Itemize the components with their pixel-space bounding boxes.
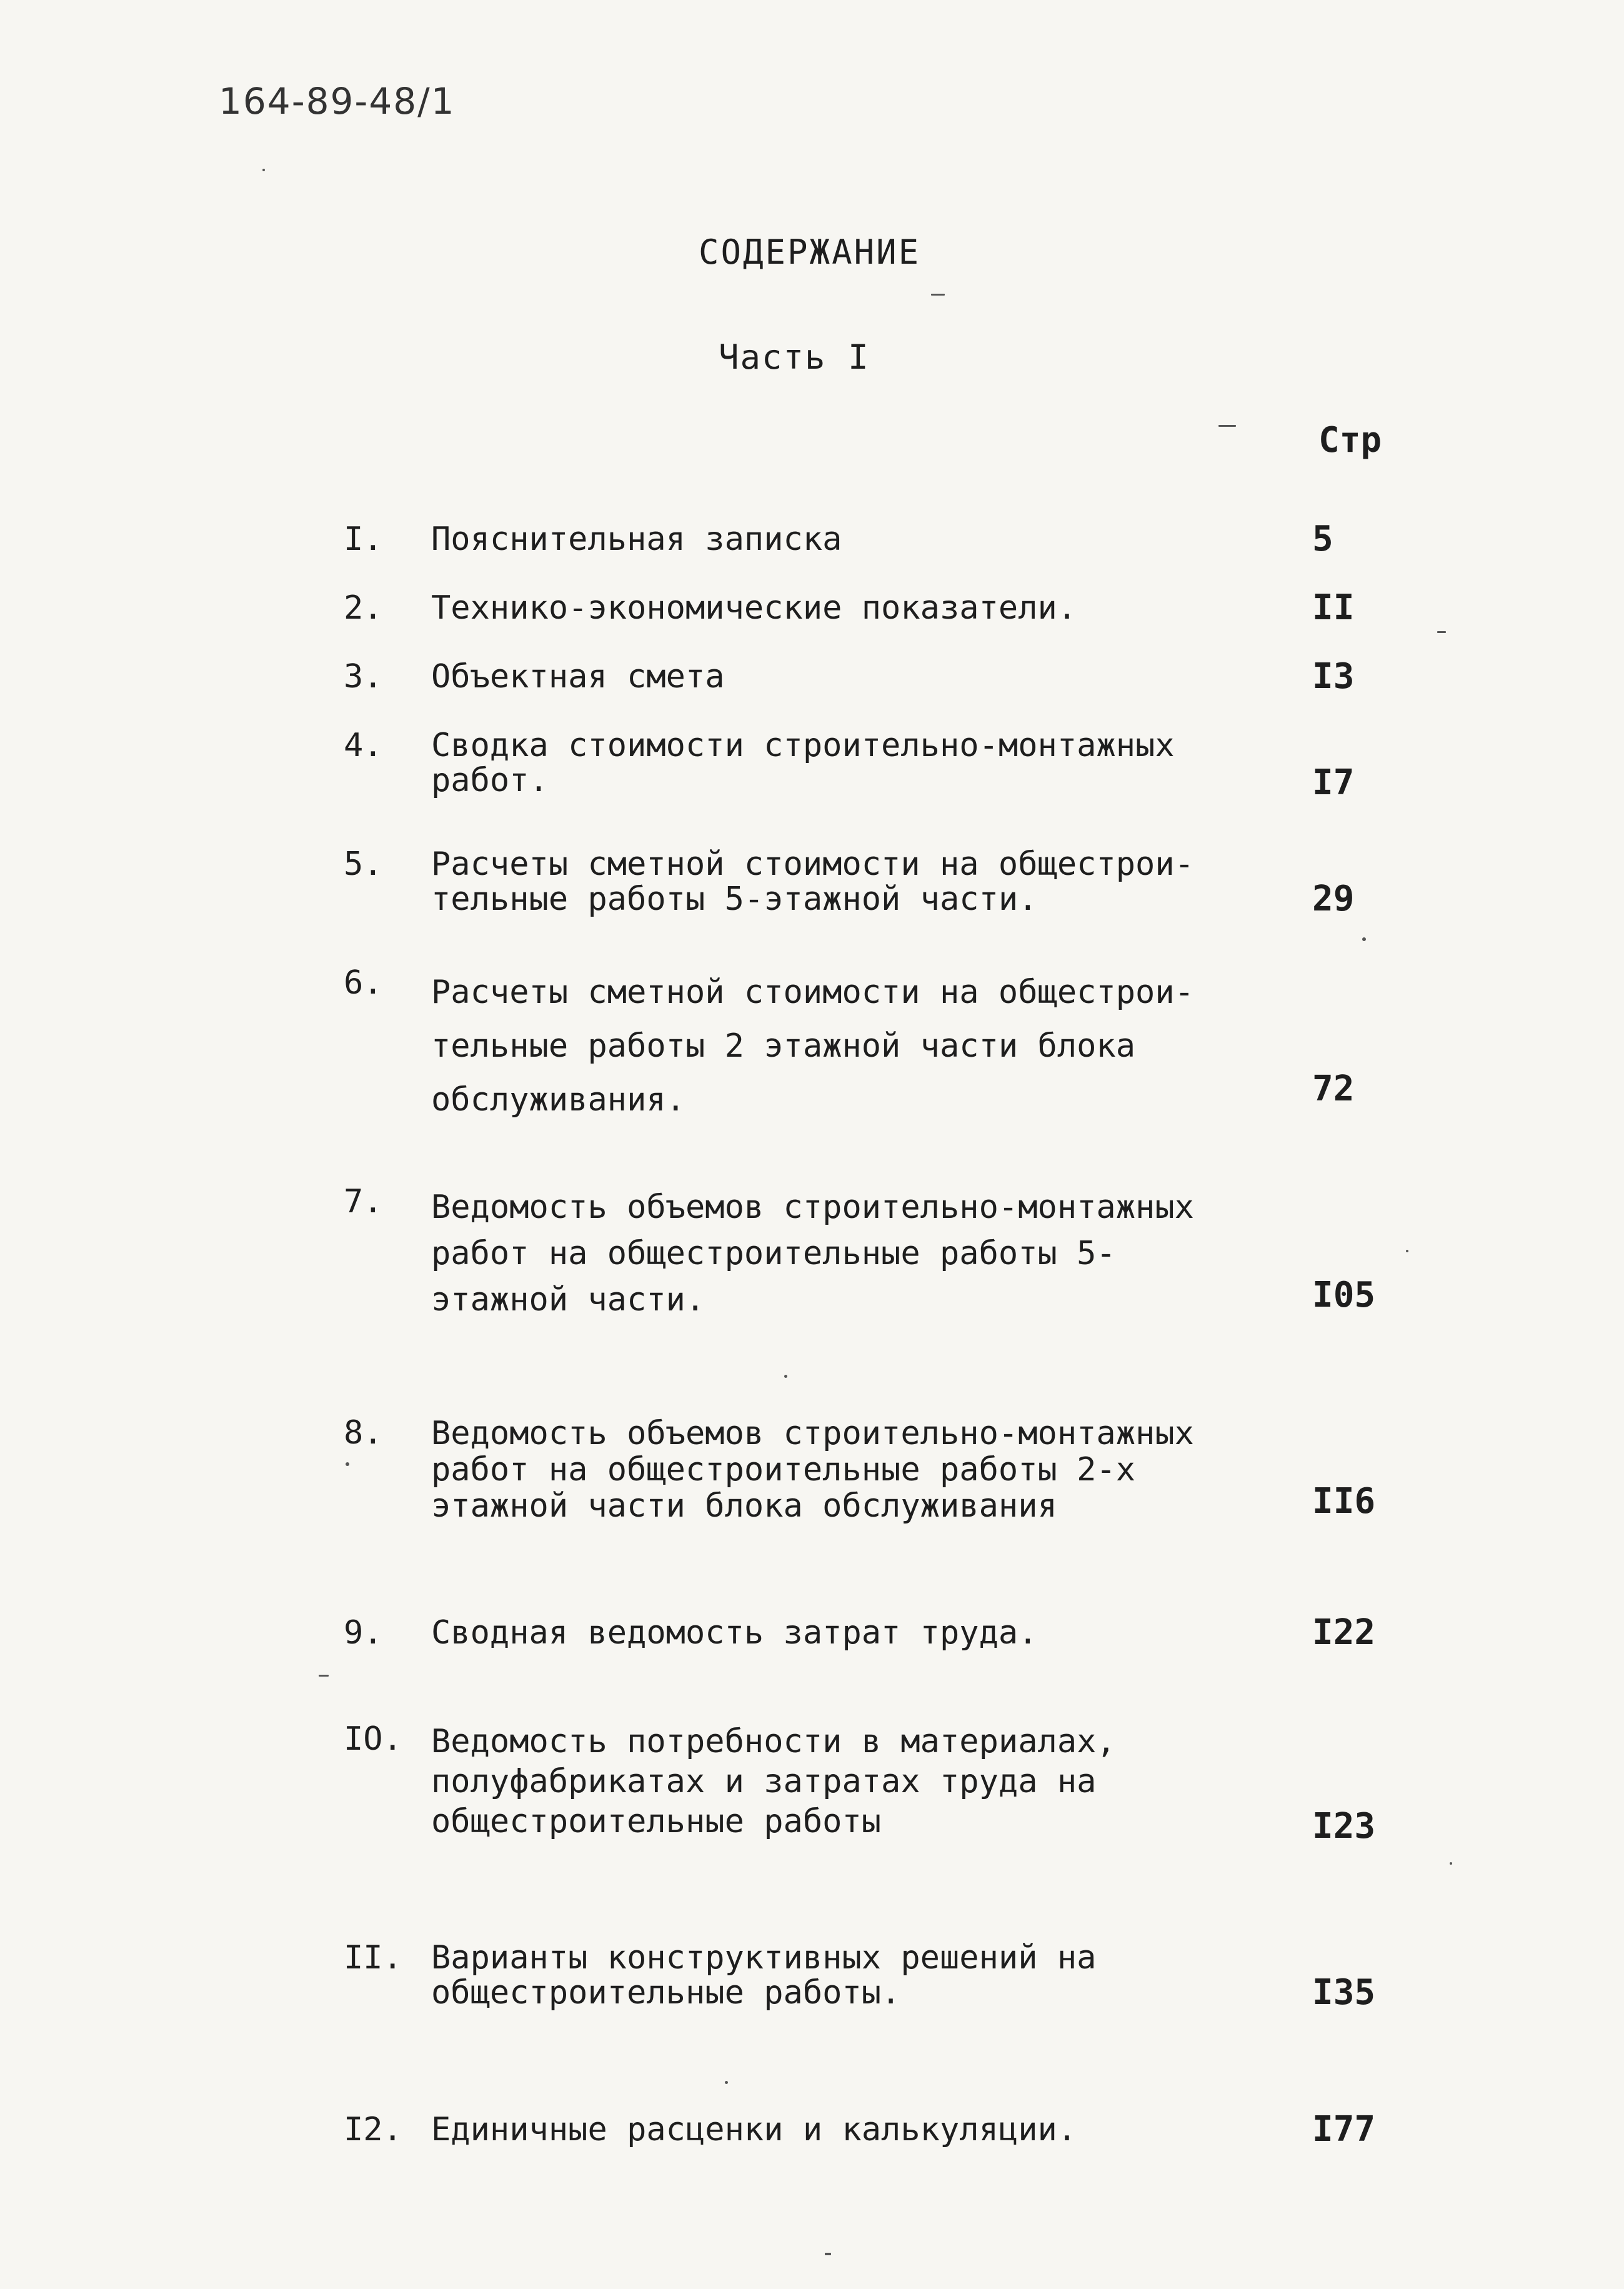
- toc-entry-title: Варианты конструктивных решений на общестроительные работы.: [431, 1939, 1097, 2012]
- scan-speck: [784, 1375, 787, 1378]
- scan-speck: [825, 2253, 831, 2255]
- toc-entry-page: I22: [1312, 1612, 1376, 1653]
- toc-entry-title: Сводка стоимости строительно-монтажных работ.: [431, 727, 1175, 799]
- page-column-header: Стр: [1318, 420, 1382, 461]
- toc-entry-title: Сводная ведомость затрат труда.: [431, 1614, 1038, 1652]
- toc-entry-page: I35: [1312, 1972, 1376, 2013]
- toc-entry-number: IO.: [344, 1720, 402, 1758]
- toc-entry-page: 5: [1312, 519, 1333, 559]
- toc-entry-number: 6.: [344, 964, 383, 1002]
- scan-speck: [1437, 631, 1446, 633]
- scan-speck: [1362, 937, 1366, 941]
- scan-speck: [1406, 1250, 1408, 1252]
- toc-entry-number: 9.: [344, 1614, 383, 1652]
- toc-entry-title: Единичные расценки и калькуляции.: [431, 2111, 1077, 2148]
- toc-entry-number: 5.: [344, 845, 383, 883]
- document-code: 164-89-48/1: [219, 80, 456, 122]
- toc-entry-title: Объектная смета: [431, 658, 725, 696]
- toc-entry-number: 2.: [344, 589, 383, 627]
- toc-entry-page: I05: [1312, 1275, 1376, 1315]
- toc-entry-number: II.: [344, 1939, 402, 1977]
- toc-entry-number: 3.: [344, 658, 383, 696]
- toc-entry-number: I2.: [344, 2111, 402, 2148]
- toc-entry-page: I23: [1312, 1806, 1376, 1847]
- toc-entry-number: I.: [344, 521, 383, 558]
- toc-entry-title: Расчеты сметной стоимости на общестрои- тельные работы 2 этажной части блока обслуживания.: [431, 974, 1194, 1119]
- toc-entry-title: Ведомость объемов строительно-монтажных работ на общестроительные работы 2-х этажной части блока обслуживания: [431, 1415, 1194, 1525]
- toc-entry-title: Расчеты сметной стоимости на общестрои- тельные работы 5-этажной части.: [431, 845, 1194, 918]
- scan-speck: [1450, 1862, 1452, 1865]
- part-heading: Часть I: [719, 337, 870, 377]
- toc-entry-page: I3: [1312, 656, 1355, 697]
- toc-entry-page: II: [1312, 587, 1355, 628]
- scan-speck: [725, 2081, 728, 2084]
- toc-entry-title: Технико-экономические показатели.: [431, 589, 1077, 627]
- toc-entry-title: Ведомость потребности в материалах, полуфабрикатах и затратах труда на общестроительные работы: [431, 1723, 1116, 1840]
- toc-entry-page: 72: [1312, 1069, 1355, 1109]
- toc-entry-page: I7: [1312, 762, 1355, 803]
- scan-speck: [262, 169, 265, 171]
- scan-speck: [319, 1675, 329, 1677]
- scan-speck: [1218, 425, 1236, 427]
- toc-entry-title: Пояснительная записка: [431, 521, 842, 558]
- toc-entry-page: I77: [1312, 2109, 1376, 2150]
- scan-speck: [931, 294, 945, 296]
- page-title: СОДЕРЖАНИЕ: [699, 232, 921, 272]
- toc-entry-page: 29: [1312, 879, 1355, 919]
- toc-entry-number: 8.: [344, 1414, 383, 1452]
- toc-entry-number: 7.: [344, 1183, 383, 1220]
- toc-entry-number: 4.: [344, 727, 383, 764]
- scan-speck: [346, 1462, 349, 1466]
- toc-entry-title: Ведомость объемов строительно-монтажных работ на общестроительные работы 5- этажной части.: [431, 1189, 1194, 1319]
- toc-entry-page: II6: [1312, 1481, 1376, 1522]
